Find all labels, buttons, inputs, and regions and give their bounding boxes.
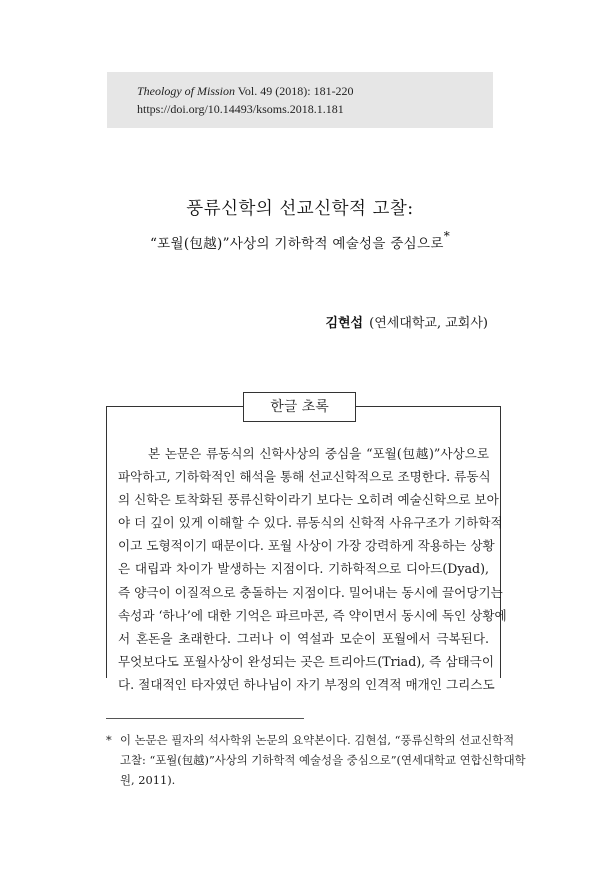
abstract-line: 은 대립과 차이가 발생하는 지점이다. 기하학적으로 디아드(Dyad), <box>118 561 489 577</box>
author-line <box>325 312 488 331</box>
footnote-line: 원, 2011). <box>120 773 176 787</box>
abstract-line: 이고 도형적이기 때문이다. 포월 사상이 가장 강력하게 작용하는 상황 <box>118 538 495 554</box>
journal-volume-info: Vol. 49 (2018): 181-220 <box>235 84 354 98</box>
doi-link[interactable]: https://doi.org/10.14493/ksoms.2018.1.181 <box>137 102 344 116</box>
author-affiliation: (연세대학교, 교회사) <box>369 316 488 331</box>
article-title: 풍류신학의 선교신학적 고찰: <box>186 199 414 219</box>
abstract-line: 파악하고, 기하학적인 해석을 통해 선교신학적으로 조명한다. 류동식 <box>118 469 491 485</box>
footnote-mark: * <box>106 733 112 747</box>
abstract-line: 서 혼돈을 초래한다. 그러나 이 역설과 모순이 포월에서 극복된다. <box>118 630 489 646</box>
abstract-label: 한글 초록 <box>243 392 356 422</box>
abstract-body <box>106 442 507 696</box>
abstract-line: 속성과 ‘하나’에 대한 기억은 파르마콘, 즉 약이면서 동시에 독인 상황에 <box>118 607 507 623</box>
author-name: 김현섭 <box>325 316 364 331</box>
abstract-line: 본 논문은 류동식의 신학사상의 중심을 “포월(包越)”사상으로 <box>148 446 489 461</box>
abstract-line: 무엇보다도 포월사상이 완성되는 곳은 트리아드(Triad), 즉 삼태극이 <box>118 653 495 669</box>
article-subtitle-text: “포월(包越)”사상의 기하학적 예술성을 중심으로 <box>149 236 444 252</box>
footnote-line: 이 논문은 필자의 석사학위 논문의 요약본이다. 김현섭, “풍류신학의 선교신학적 <box>120 733 515 747</box>
journal-name: Theology of Mission <box>137 84 235 98</box>
footnote-line: 고찰: “포월(包越)”사상의 기하학적 예술성을 중심으로”(연세대학교 연합신학대학 <box>120 753 526 767</box>
journal-volume-line <box>137 82 493 100</box>
journal-citation-box <box>107 72 493 128</box>
article-subtitle <box>0 229 600 252</box>
abstract-line: 의 신학은 토착화된 풍류신학이라기 보다는 오히려 예술신학으로 보아 <box>118 492 499 508</box>
abstract-line: 야 더 깊이 있게 이해할 수 있다. 류동식의 신학적 사유구조가 기하학적 <box>118 515 503 531</box>
footnote-reference-mark[interactable]: * <box>443 229 451 243</box>
abstract-line: 즉 양극이 이질적으로 충돌하는 지점이다. 밀어내는 동시에 끌어당기는 <box>118 584 503 600</box>
footnote <box>106 730 526 790</box>
abstract-line: 다. 절대적인 타자였던 하나님이 자기 부정의 인격적 매개인 그리스도 <box>118 676 495 692</box>
footnote-divider <box>106 718 304 719</box>
